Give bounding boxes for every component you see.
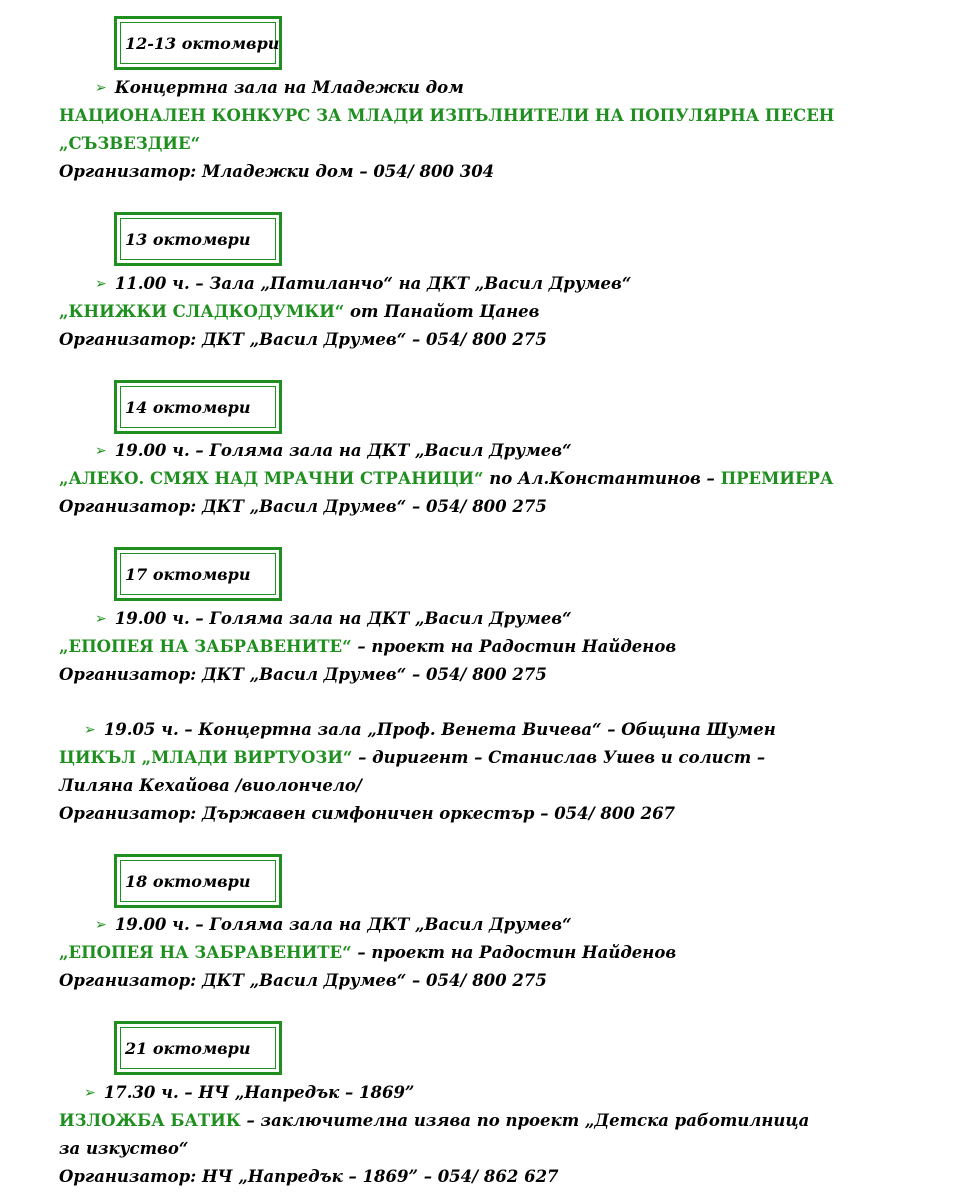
arrow-bullet-icon: ➢ [95, 611, 107, 627]
event-title-line [59, 301, 539, 323]
event-title-suffix: – проект на Радостин Найденов [351, 637, 677, 656]
date-box [114, 212, 282, 266]
date-box [114, 16, 282, 70]
event-title-line [59, 468, 833, 490]
event-venue-line [95, 77, 464, 100]
event-title: ЦИКЪЛ „МЛАДИ ВИРТУОЗИ“ [59, 748, 353, 767]
event-title-line [59, 636, 676, 658]
event-venue-line [84, 719, 776, 742]
event-title-line-2: за изкуство“ [59, 1139, 189, 1158]
event-title-line [59, 1110, 809, 1132]
event-venue: 19.00 ч. – Голяма зала на ДКТ „Васил Друмев“ [114, 915, 572, 934]
event-venue: 19.00 ч. – Голяма зала на ДКТ „Васил Друмев“ [114, 441, 572, 460]
event-title-line [59, 747, 765, 769]
arrow-bullet-icon: ➢ [95, 80, 107, 96]
event-title-line [59, 942, 676, 964]
event-title-suffix: – диригент – Станислав Ушев и солист – [352, 748, 766, 767]
event-organizer: Организатор: ДКТ „Васил Друмев“ – 054/ 800 275 [59, 665, 547, 684]
event-title: „ЕПОПЕЯ НА ЗАБРАВЕНИТЕ“ [59, 943, 352, 962]
event-venue-line [84, 1082, 414, 1105]
event-venue: 19.05 ч. – Концертна зала „Проф. Венета Вичева“ – Община Шумен [103, 720, 776, 739]
date-box [114, 547, 282, 601]
event-venue: Концертна зала на Младежки дом [114, 78, 464, 97]
date-box [114, 380, 282, 434]
event-organizer: Организатор: Държавен симфоничен оркестър – 054/ 800 267 [59, 804, 676, 823]
event-title: ИЗЛОЖБА БАТИК [59, 1111, 241, 1130]
event-organizer: Организатор: ДКТ „Васил Друмев“ – 054/ 800 275 [59, 497, 547, 516]
event-title-suffix: – заключителна изява по проект „Детска работилница [240, 1111, 810, 1130]
event-title: „КНИЖКИ СЛАДКОДУМКИ“ [59, 302, 345, 321]
event-title: НАЦИОНАЛЕН КОНКУРС ЗА МЛАДИ ИЗПЪЛНИТЕЛИ НА ПОПУЛЯРНА ПЕСЕН [59, 106, 835, 125]
arrow-bullet-icon: ➢ [84, 1085, 96, 1101]
event-date: 17 октомври [125, 564, 251, 584]
event-title-cont: „СЪЗВЕЗДИЕ“ [59, 134, 201, 153]
event-title-line-2 [59, 133, 200, 155]
date-box [114, 1021, 282, 1075]
event-venue: 17.30 ч. – НЧ „Напредък – 1869” [103, 1083, 415, 1102]
event-date: 13 октомври [125, 229, 251, 249]
event-organizer: Организатор: ДКТ „Васил Друмев“ – 054/ 800 275 [59, 971, 547, 990]
event-venue-line [95, 914, 572, 937]
event-title: „ЕПОПЕЯ НА ЗАБРАВЕНИТЕ“ [59, 637, 352, 656]
event-date: 14 октомври [125, 397, 251, 417]
arrow-bullet-icon: ➢ [95, 917, 107, 933]
date-box [114, 854, 282, 908]
event-venue: 19.00 ч. – Голяма зала на ДКТ „Васил Друмев“ [114, 609, 572, 628]
event-title: „АЛЕКО. СМЯХ НАД МРАЧНИ СТРАНИЦИ“ [59, 469, 484, 488]
event-date: 21 октомври [125, 1038, 251, 1058]
event-title-suffix: от Панайот Цанев [344, 302, 540, 321]
event-title-suffix: по Ал.Константинов – [483, 469, 721, 488]
event-title-line-2: Лиляна Кехайова /виолончело/ [59, 776, 362, 795]
event-title-suffix: – проект на Радостин Найденов [351, 943, 677, 962]
event-venue-line [95, 608, 572, 631]
event-organizer: Организатор: НЧ „Напредък – 1869” – 054/ 862 627 [59, 1167, 559, 1186]
event-title-line [59, 105, 834, 127]
event-venue-line [95, 440, 572, 463]
arrow-bullet-icon: ➢ [95, 443, 107, 459]
event-date: 12-13 октомври [125, 33, 280, 53]
arrow-bullet-icon: ➢ [84, 722, 96, 738]
event-organizer: Организатор: ДКТ „Васил Друмев“ – 054/ 800 275 [59, 330, 547, 349]
premiere-badge: ПРЕМИЕРА [720, 469, 834, 488]
event-venue: 11.00 ч. – Зала „Патиланчо“ на ДКТ „Васил Друмев“ [114, 274, 632, 293]
arrow-bullet-icon: ➢ [95, 276, 107, 292]
event-date: 18 октомври [125, 871, 251, 891]
event-organizer: Организатор: Младежки дом – 054/ 800 304 [59, 162, 495, 181]
event-venue-line [95, 273, 631, 296]
